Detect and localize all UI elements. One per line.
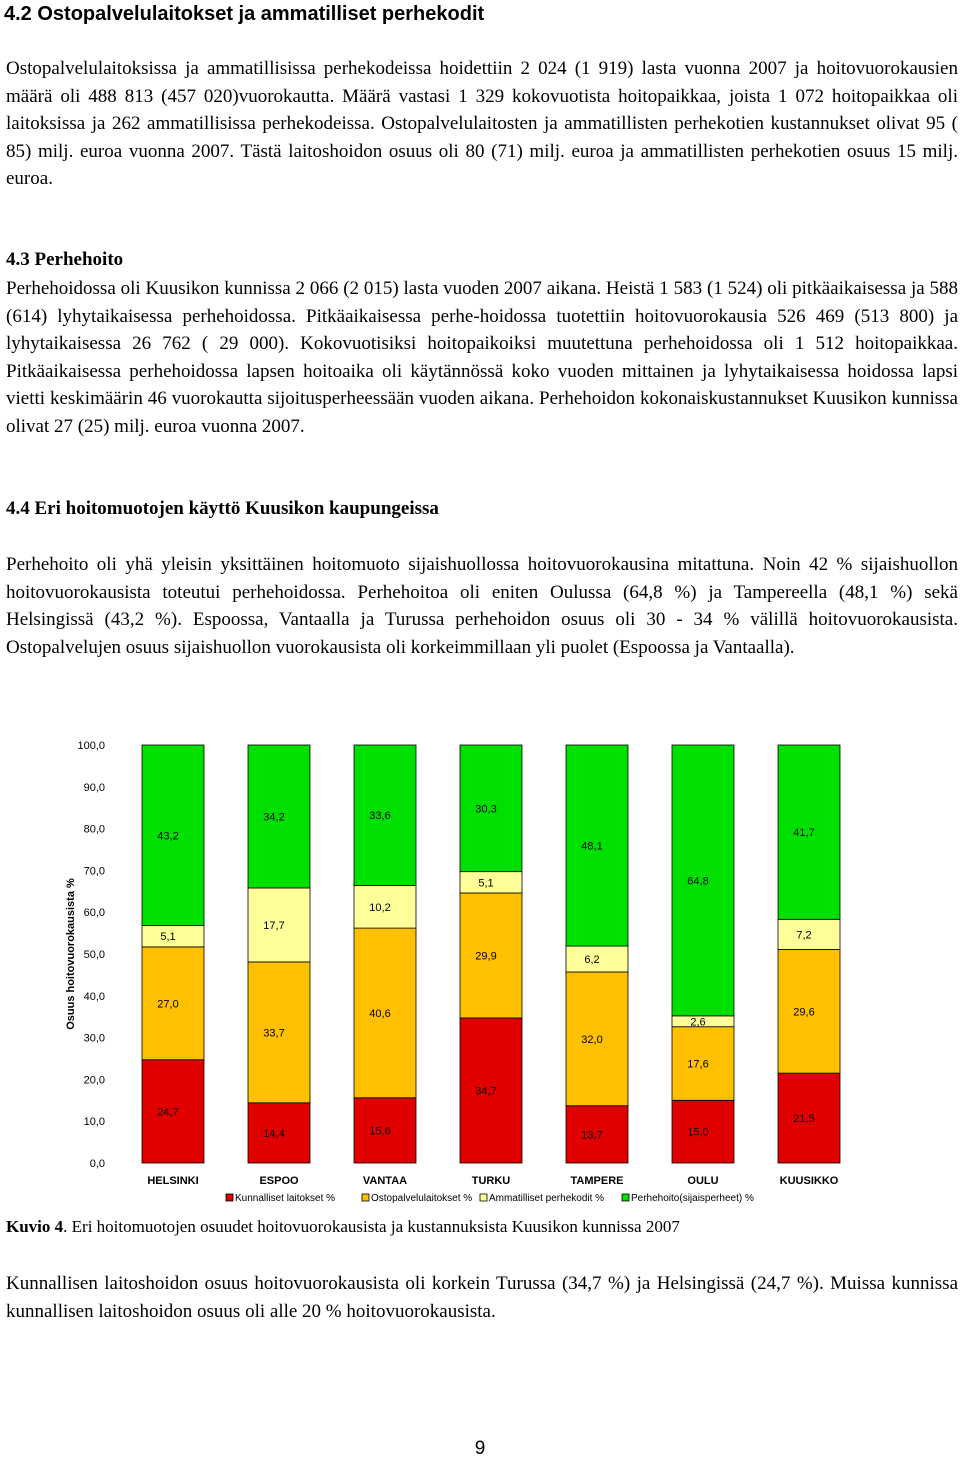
data-label: 2,6 <box>690 1016 706 1029</box>
paragraph-perhehoito: Perhehoidossa oli Kuusikon kunnissa 2 066 (2 015) lasta vuoden 2007 aikana. Heistä 1 583 (1 524) oli pitkäaikaisessa ja 588 (614) lyhytaikaisessa perhehoidossa. Pitkäaikaisessa perhe-hoidossa tuotettiin hoitovuorokausia 526 469 (513 800) ja lyhytaikaisessa 26 762 ( 29 000). Kokovuotisiksi hoitopaikoiksi muutettuna perhehoidossa oli 1 512 hoitopaikkaa. Pitkäaikaisessa perhehoidossa lapsen hoitoaika oli käytännössä koko vuoden mittainen ja lyhytaikaisessa hoidossa lapsi vietti keskimäärin 46 vuorokautta sijoitusperheessään vuoden aikana. Perhehoidon kokonaiskustannukset Kuusikon kunnissa olivat 27 (25) milj. euroa vuonna 2007. <box>6 278 958 437</box>
data-label: 41,7 <box>793 827 815 840</box>
data-label: 17,7 <box>263 919 285 932</box>
data-label: 5,1 <box>478 877 494 890</box>
data-label: 34,2 <box>263 811 285 824</box>
y-tick-label: 40,0 <box>83 990 105 1003</box>
y-tick-label: 80,0 <box>83 823 105 836</box>
legend-label: Perhehoito(sijaisperheet) % <box>631 1193 754 1204</box>
data-label: 30,3 <box>475 803 497 816</box>
y-tick-label: 50,0 <box>83 949 105 961</box>
data-label: 33,6 <box>369 810 391 823</box>
data-label: 7,2 <box>796 929 812 942</box>
legend-swatch <box>226 1194 233 1201</box>
y-tick-label: 60,0 <box>83 907 105 920</box>
data-label: 48,1 <box>581 840 603 853</box>
paragraph-ostopalvelu: Ostopalvelulaitoksissa ja ammatillisissa perhekodeissa hoidettiin 2 024 (1 919) lasta vuonna 2007 ja hoitovuorokausien määrä oli 488 813 (457 020)vuorokautta. Määrä vastasi 1 329 kokovuotista hoitopaikkaa, joista 1 072 hoitopaikkaa oli laitoksissa ja 262 ammatillisissa perhekodeissa. Ostopalvelulaitosten ja ammatillisten perhekotien kustannukset olivat 95 ( 85) milj. euroa vuonna 2007. Tästä laitoshoidon osuus oli 80 (71) milj. euroa ja ammatillisten perhekotien osuus 15 milj. euroa. <box>6 58 958 189</box>
legend-label: Ammatilliset perhekodit % <box>489 1193 605 1204</box>
figure-caption-text: . Eri hoitomuotojen osuudet hoitovuorokausista ja kustannuksista Kuusikon kunnissa 2007 <box>63 1217 680 1236</box>
data-label: 17,6 <box>687 1058 709 1071</box>
subsection-heading-hoitomuodot: 4.4 Eri hoitomuotojen käyttö Kuusikon kaupungeissa <box>6 498 439 519</box>
category-label: OULU <box>687 1175 719 1187</box>
data-label: 33,7 <box>263 1027 285 1040</box>
data-label: 15,0 <box>687 1126 709 1139</box>
category-label: HELSINKI <box>147 1175 199 1187</box>
data-label: 21,5 <box>793 1113 815 1126</box>
data-label: 29,6 <box>793 1006 815 1019</box>
data-label: 27,0 <box>157 998 179 1011</box>
y-tick-label: 70,0 <box>83 865 105 878</box>
legend-swatch <box>480 1194 487 1201</box>
data-label: 10,2 <box>369 901 391 914</box>
stacked-bar-chart <box>0 735 960 1210</box>
data-label: 34,7 <box>475 1085 497 1098</box>
category-label: TAMPERE <box>570 1175 624 1187</box>
category-label: KUUSIKKO <box>779 1175 839 1187</box>
data-label: 43,2 <box>157 830 179 843</box>
data-label: 15,6 <box>369 1125 391 1138</box>
section-heading: 4.2 Ostopalvelulaitokset ja ammatilliset perhekodit <box>4 3 485 25</box>
legend-label: Kunnalliset laitokset % <box>235 1193 336 1204</box>
paragraph-kunnallinen: Kunnallisen laitoshoidon osuus hoitovuorokausista oli korkein Turussa (34,7 %) ja Helsingissä (24,7 %). Muissa kunnissa kunnallisen laitoshoidon osuus oli alle 20 % hoitovuorokausista. <box>6 1273 958 1322</box>
category-label: TURKU <box>471 1175 511 1187</box>
y-tick-label: 90,0 <box>83 781 105 794</box>
figure-caption-label: Kuvio 4 <box>6 1217 64 1236</box>
figure-caption <box>6 1216 958 1238</box>
legend-label: Ostopalvelulaitokset % <box>371 1193 473 1204</box>
y-tick-label: 20,0 <box>83 1074 105 1087</box>
y-tick-label: 0,0 <box>89 1158 105 1170</box>
data-label: 5,1 <box>160 931 176 944</box>
category-label: VANTAA <box>362 1175 408 1187</box>
legend-swatch <box>622 1194 629 1201</box>
data-label: 40,6 <box>369 1007 391 1020</box>
y-tick-label: 30,0 <box>83 1032 105 1045</box>
subsection-heading-perhehoito: 4.3 Perhehoito <box>6 249 124 270</box>
page-number: 9 <box>474 1438 486 1459</box>
y-tick-label: 10,0 <box>83 1116 105 1129</box>
data-label: 6,2 <box>584 954 600 967</box>
data-label: 64,8 <box>687 875 709 888</box>
y-axis-label: Osuus hoitovuorokausista % <box>65 878 77 1030</box>
data-label: 32,0 <box>581 1033 603 1046</box>
data-label: 24,7 <box>157 1106 179 1119</box>
paragraph-hoitomuodot: Perhehoito oli yhä yleisin yksittäinen hoitomuoto sijaishuollossa hoitovuorokausina mitattuna. Noin 42 % sijaishuollon hoitovuorokausista toteutui perhehoidossa. Perhehoitoa oli eniten Oulussa (64,8 %) ja Tampereella (48,1 %) sekä Helsingissä (43,2 %). Espoossa, Vantaalla ja Turussa perhehoidon osuus oli 30 - 34 % välillä hoitovuorokausista. Ostopalvelujen osuus sijaishuollon vuorokausista oli korkeimmillaan yli puolet (Espoossa ja Vantaalla). <box>6 554 958 658</box>
data-label: 29,9 <box>475 950 497 963</box>
data-label: 13,7 <box>581 1129 603 1142</box>
y-tick-label: 100,0 <box>77 740 105 752</box>
category-label: ESPOO <box>259 1175 299 1187</box>
data-label: 14,4 <box>263 1127 285 1140</box>
legend-swatch <box>362 1194 369 1201</box>
